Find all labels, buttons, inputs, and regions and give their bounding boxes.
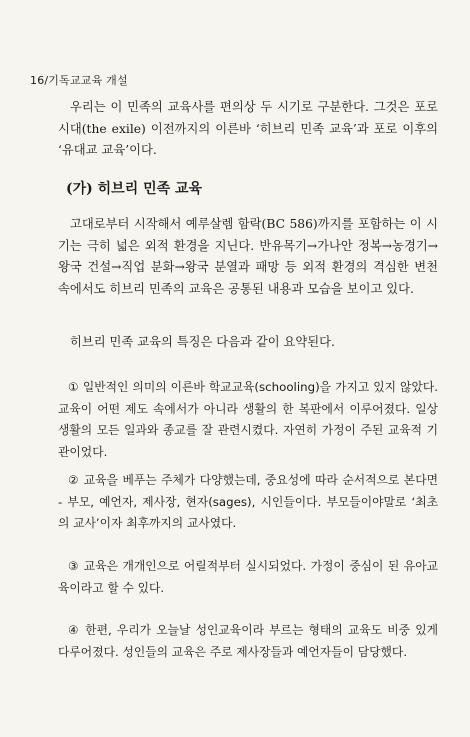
section-intro-paragraph [58,214,438,300]
point-4-text: ④ 한편, 우리가 오늘날 성인교육이라 부르는 형태의 교육도 비중 있게 다루어졌다. 성인들의 교육은 주로 제사장들과 예언자들이 담당했다. [58,623,438,659]
point-1 [58,377,438,463]
intro-text: 우리는 이 민족의 교육사를 편의상 두 시기로 구분한다. 그것은 포로시대(the exile) 이전까지의 이른바 ‘히브리 민족 교육’과 포로 이후의 ‘유대교 교육’이다. [58,100,438,157]
summary-lead-text: 히브리 민족 교육의 특징은 다음과 같이 요약된다. [70,335,335,349]
point-3 [58,556,438,599]
point-1-text: ① 일반적인 의미의 이른바 학교교육(schooling)을 가지고 있지 않았다. 교육이 어떤 제도 속에서가 아니라 생활의 한 복판에서 이루어졌다. 일상 생활의 모든 일과와 종교를 잘 관련시켰다. 자연히 가정이 주된 교육적 기관이었다. [58,380,438,459]
section-intro-text: 고대로부터 시작해서 예루살렘 함락(BC 586)까지를 포함하는 이 시기는 극히 넓은 외적 환경을 지닌다. 반유목기→가나안 정복→농경기→왕국 건설→직업 분화→왕국 분열과 패망 등 외적 환경의 격심한 변천 속에서도 히브리 민족의 교육은 공통된 내용과 모습을 보이고 있다. [58,217,438,296]
section-heading: (가) 히브리 민족 교육 [66,181,203,197]
running-head: 16/기독교교육 개설 [30,74,128,87]
point-2 [58,470,438,535]
point-4 [58,620,438,663]
point-2-text: ② 교육을 베푸는 주체가 다양했는데, 중요성에 따라 순서적으로 본다면 - 부모, 예언자, 제사장, 현자(sages), 시인들이다. 부모들이야말로 ‘최초의 교사’이자 최후까지의 교사였다. [58,473,438,530]
intro-paragraph [58,97,438,162]
point-3-text: ③ 교육은 개개인으로 어릴적부터 실시되었다. 가정이 중심이 된 유아교육이라고 할 수 있다. [58,559,438,595]
summary-lead-paragraph [58,332,438,354]
